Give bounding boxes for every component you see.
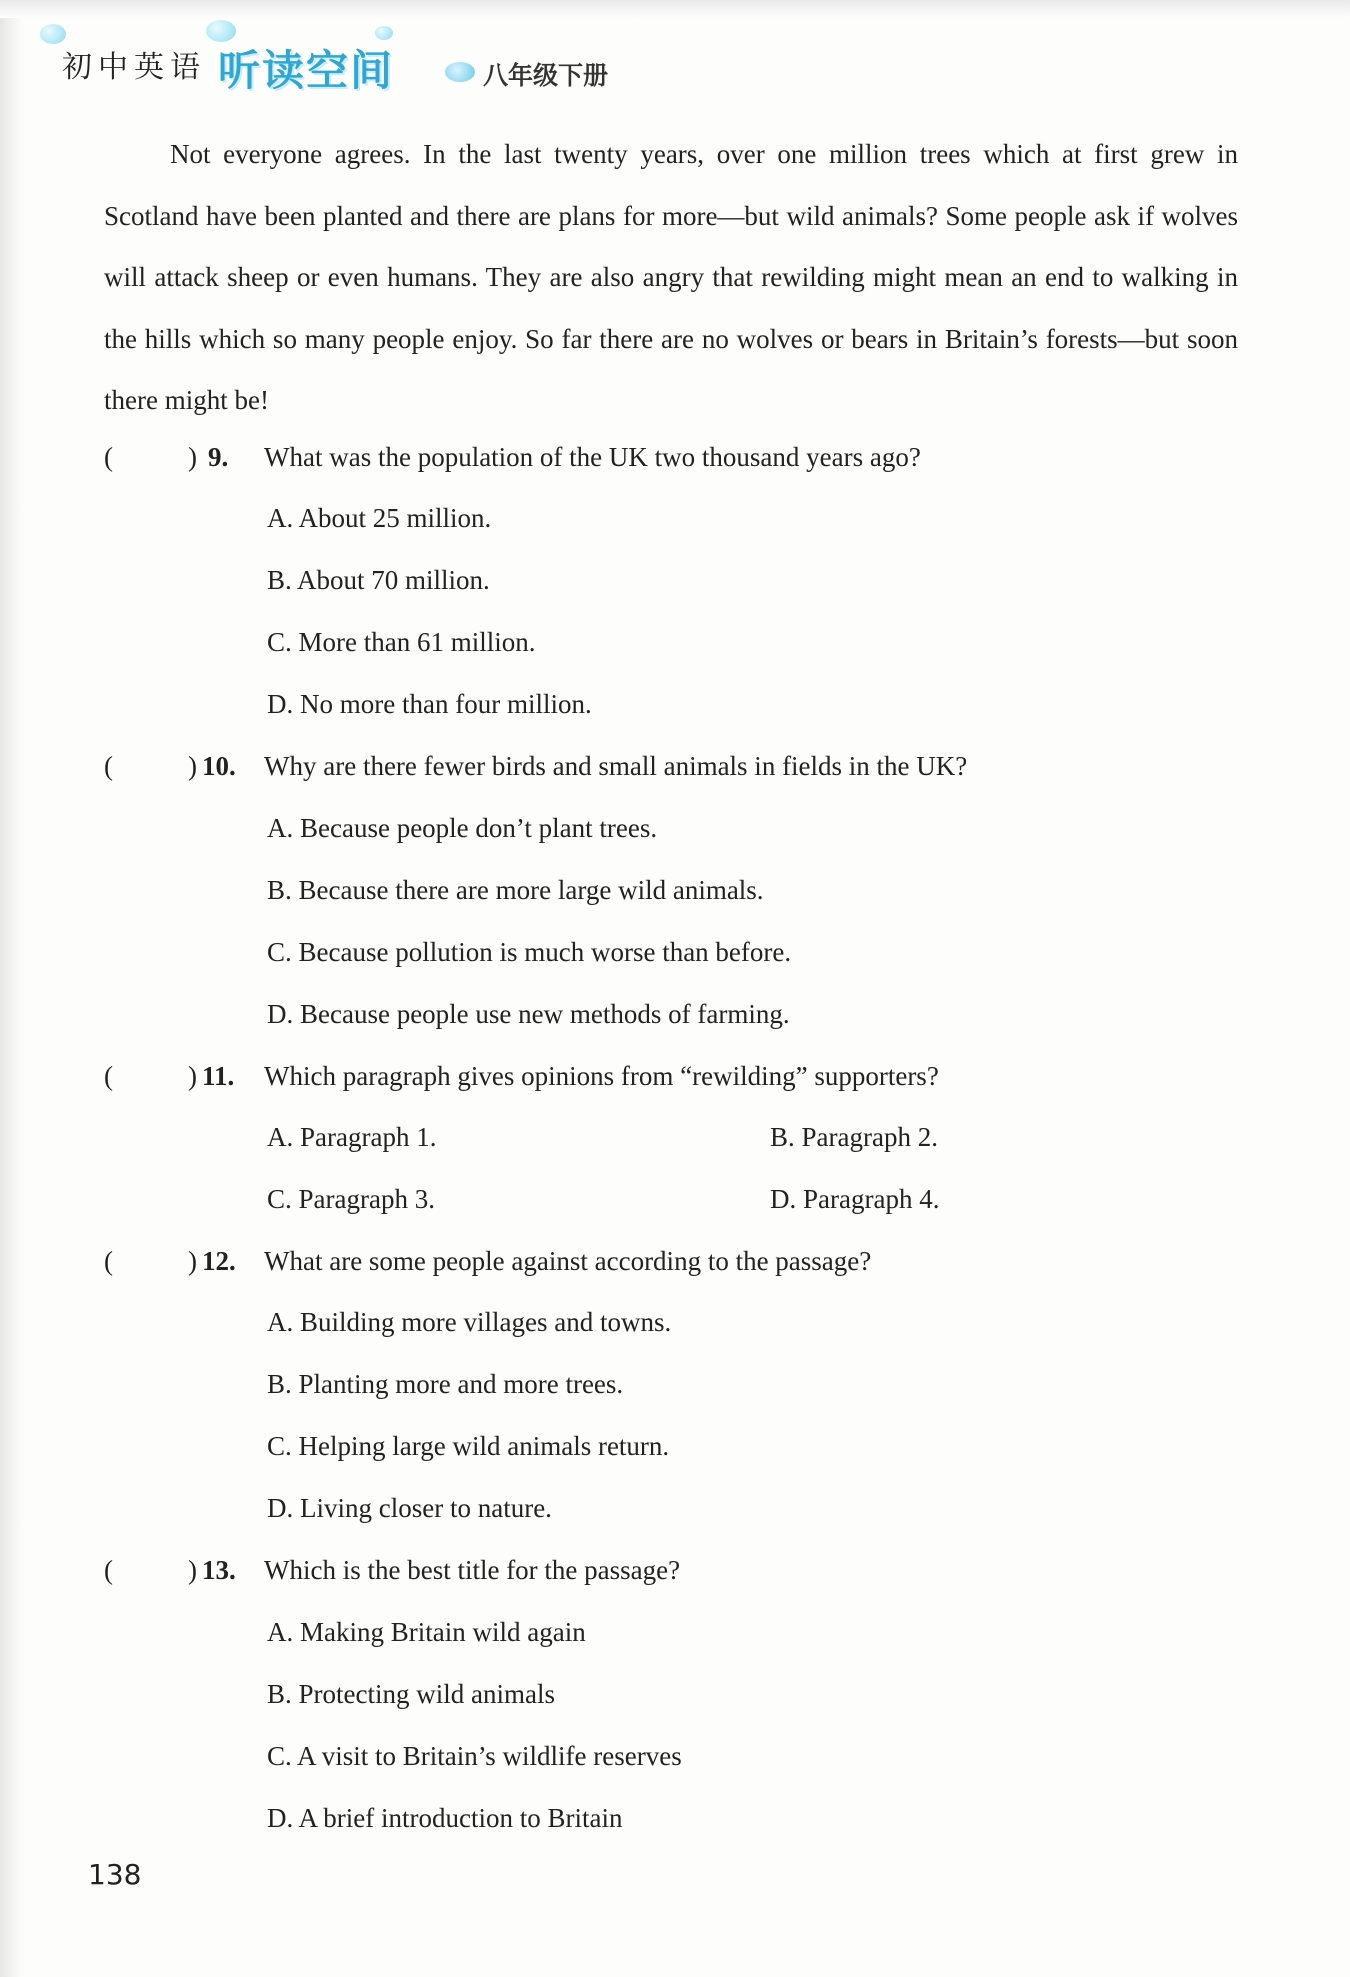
answer-blank-close: ): [188, 751, 197, 781]
option-a: A. Paragraph 1.: [267, 1122, 437, 1152]
option-c: C. Paragraph 3.: [267, 1184, 435, 1214]
option-b: B. Planting more and more trees.: [267, 1369, 624, 1399]
option-c: C. Because pollution is much worse than before.: [267, 937, 792, 967]
page-number: 138: [88, 1858, 142, 1891]
question-stem: Why are there fewer birds and small animals in fields in the UK?: [264, 751, 968, 781]
question-9: [104, 437, 1244, 477]
question-10: [104, 746, 1244, 786]
option-d: D. No more than four million.: [267, 689, 592, 719]
option-b: B. Protecting wild animals: [267, 1679, 555, 1709]
answer-blank-close: ): [188, 1061, 197, 1091]
question-number: 12.: [202, 1246, 236, 1276]
page-edge-shadow: [0, 0, 22, 1977]
question-stem: What was the population of the UK two thousand years ago?: [264, 442, 921, 472]
page-header: [40, 20, 740, 100]
option-c: C. More than 61 million.: [267, 627, 536, 657]
grade-bubble-icon: [445, 62, 475, 82]
answer-blank-open: (: [104, 1246, 113, 1276]
answer-blank-open: (: [104, 1061, 113, 1091]
option-d: D. Because people use new methods of farming.: [267, 999, 790, 1029]
option-a: A. Making Britain wild again: [267, 1617, 586, 1647]
question-number: 9.: [208, 442, 229, 472]
question-number: 10.: [202, 751, 236, 781]
option-d: D. Paragraph 4.: [770, 1184, 940, 1214]
option-d: D. Living closer to nature.: [267, 1493, 552, 1523]
question-number: 13.: [202, 1555, 236, 1585]
option-c: C. Helping large wild animals return.: [267, 1431, 670, 1461]
answer-blank-open: (: [104, 1555, 113, 1585]
answer-blank-close: ): [188, 442, 197, 472]
answer-blank-open: (: [104, 442, 113, 472]
option-d: D. A brief introduction to Britain: [267, 1803, 623, 1833]
answer-blank-open: (: [104, 751, 113, 781]
option-a: A. Because people don’t plant trees.: [267, 813, 658, 843]
option-a: A. About 25 million.: [267, 503, 492, 533]
brand-logo-text: 听读空间: [218, 46, 395, 95]
grade-label: 八年级下册: [483, 61, 609, 90]
question-number: 11.: [202, 1061, 235, 1091]
header-bubble-icon: [40, 24, 66, 44]
option-b: B. Paragraph 2.: [770, 1122, 938, 1152]
option-b: B. About 70 million.: [267, 565, 490, 595]
question-stem: Which is the best title for the passage?: [264, 1555, 681, 1585]
question-13: [104, 1550, 1244, 1590]
passage-paragraph: Not everyone agrees. In the last twenty years, over one million trees which at first grew in Scotland have been planted and there are plans for more—but wild animals? Some people ask if wolves will attack sheep or even humans. They are also angry that rewilding might mean an end to walking in the hills which so many people enjoy. So far there are no wolves or bears in Britain’s forests—but soon there might be!: [104, 139, 1238, 416]
question-stem: Which paragraph gives opinions from “rewilding” supporters?: [264, 1061, 939, 1091]
question-11: [104, 1056, 1244, 1096]
page-top-shadow: [0, 0, 1350, 18]
answer-blank-close: ): [188, 1246, 197, 1276]
option-a: A. Building more villages and towns.: [267, 1307, 672, 1337]
answer-blank-close: ): [188, 1555, 197, 1585]
question-stem: What are some people against according to the passage?: [264, 1246, 872, 1276]
series-title: 初中英语: [62, 50, 206, 85]
option-b: B. Because there are more large wild animals.: [267, 875, 764, 905]
question-12: [104, 1241, 1244, 1281]
option-c: C. A visit to Britain’s wildlife reserves: [267, 1741, 682, 1771]
